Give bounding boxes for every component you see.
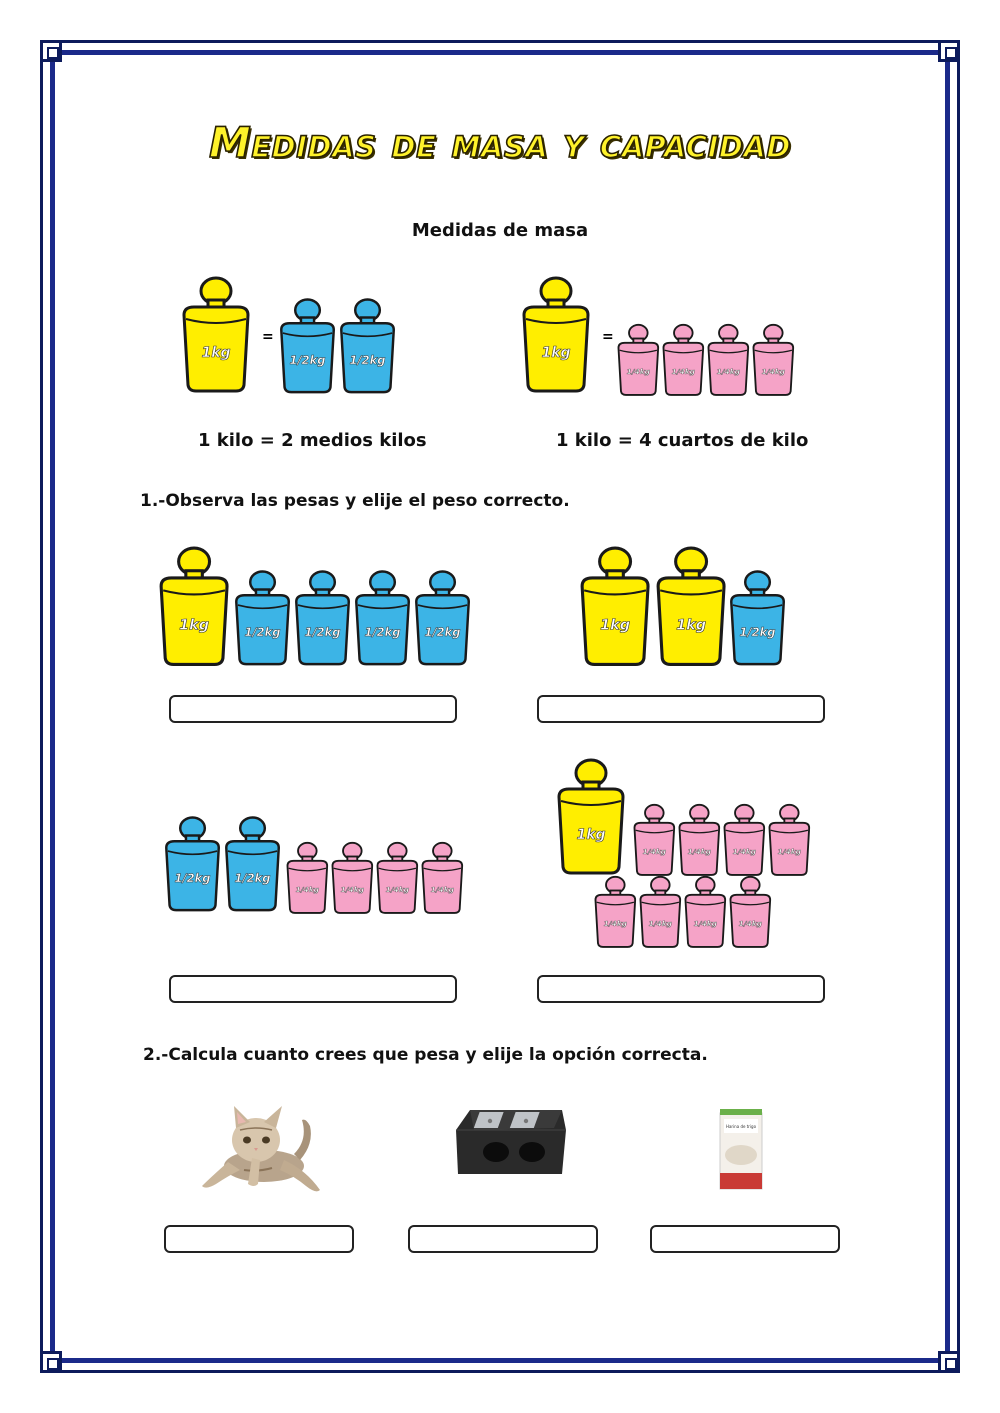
- weight-label: 1/4kg: [738, 918, 762, 928]
- pencil-sharpener-image: [448, 1100, 570, 1182]
- equivalence-quarter-weights: [520, 275, 810, 400]
- weight-label: 1kg: [676, 617, 707, 634]
- exercise1-instruction: 1.-Observa las pesas y elije el peso correcto.: [140, 491, 570, 511]
- exercise1-group-b: [578, 545, 798, 670]
- exercise1-group-a: [157, 545, 477, 670]
- weight-label: 1/4kg: [648, 918, 672, 928]
- weight-half-kg: [166, 817, 218, 910]
- flour-bag-image: [716, 1103, 766, 1191]
- weight-label: 1/4kg: [340, 884, 364, 894]
- equivalence-half-text: 1 kilo = 2 medios kilos: [198, 430, 427, 451]
- flour-bag-label: Harina de trigo: [725, 1124, 757, 1129]
- weight-quarter-kg: [679, 805, 719, 875]
- weight-label: 1/4kg: [693, 918, 717, 928]
- weight-label: 1/2kg: [349, 353, 386, 368]
- weight-half-kg: [296, 571, 348, 664]
- exercise2-answer-flour[interactable]: [650, 1225, 840, 1253]
- equals-sign: =: [602, 329, 614, 345]
- weight-label: 1/4kg: [761, 366, 785, 376]
- weight-label: 1/2kg: [174, 871, 211, 886]
- weight-half-kg: [416, 571, 468, 664]
- weight-quarter-kg: [708, 325, 748, 395]
- weight-quarter-kg: [634, 805, 674, 875]
- weight-quarter-kg: [422, 843, 462, 913]
- exercise1-answer-b[interactable]: [537, 695, 825, 723]
- exercise1-answer-c[interactable]: [169, 975, 457, 1003]
- weight-half-kg: [731, 571, 783, 664]
- weight-label: 1/4kg: [777, 846, 801, 856]
- equivalence-half-weights: [180, 275, 400, 400]
- weight-label: 1kg: [179, 617, 210, 634]
- weight-half-kg: [236, 571, 288, 664]
- weight-label: 1kg: [541, 345, 571, 361]
- weight-quarter-kg: [595, 877, 635, 947]
- equivalence-quarter-text: 1 kilo = 4 cuartos de kilo: [556, 430, 809, 451]
- weight-quarter-kg: [663, 325, 703, 395]
- weight-label: 1kg: [576, 827, 606, 843]
- weight-half-kg: [226, 817, 278, 910]
- exercise1-answer-d[interactable]: [537, 975, 825, 1003]
- weight-label: 1/2kg: [424, 625, 461, 640]
- weight-quarter-kg: [685, 877, 725, 947]
- equals-sign: =: [262, 329, 274, 345]
- frame-corner-bottom-left: [40, 1351, 62, 1373]
- weight-1kg: [161, 548, 227, 664]
- weight-label: 1/4kg: [385, 884, 409, 894]
- weight-label: 1/2kg: [289, 353, 326, 368]
- weight-label: 1/4kg: [603, 918, 627, 928]
- frame-corner-bottom-right: [938, 1351, 960, 1373]
- exercise2-instruction: 2.-Calcula cuanto crees que pesa y elije la opción correcta.: [143, 1045, 708, 1065]
- weight-1kg: [184, 278, 248, 391]
- weight-quarter-kg: [618, 325, 658, 395]
- exercise2-answer-kitten[interactable]: [164, 1225, 354, 1253]
- exercise1-group-c: [163, 815, 473, 920]
- weight-quarter-kg: [332, 843, 372, 913]
- weight-quarter-kg: [730, 877, 770, 947]
- weight-half-kg: [281, 299, 333, 392]
- kitten-image: [198, 1100, 326, 1198]
- weight-quarter-kg: [724, 805, 764, 875]
- weight-quarter-kg: [377, 843, 417, 913]
- weight-label: 1/4kg: [642, 846, 666, 856]
- weight-quarter-kg: [753, 325, 793, 395]
- weight-half-kg: [356, 571, 408, 664]
- weight-label: 1/4kg: [732, 846, 756, 856]
- frame-corner-top-left: [40, 40, 62, 62]
- weight-1kg: [524, 278, 588, 391]
- exercise1-group-d: [555, 757, 825, 952]
- weight-label: 1/2kg: [304, 625, 341, 640]
- weight-quarter-kg: [287, 843, 327, 913]
- page-title: Medidas de masa y capacidad: [209, 118, 791, 167]
- weight-label: 1/4kg: [430, 884, 454, 894]
- exercise2-answer-sharpener[interactable]: [408, 1225, 598, 1253]
- weight-label: 1/2kg: [364, 625, 401, 640]
- weight-label: 1kg: [600, 617, 631, 634]
- weight-1kg: [559, 760, 623, 873]
- weight-quarter-kg: [640, 877, 680, 947]
- weight-label: 1/4kg: [716, 366, 740, 376]
- weight-label: 1/2kg: [234, 871, 271, 886]
- weight-quarter-kg: [769, 805, 809, 875]
- weight-label: 1/4kg: [295, 884, 319, 894]
- weight-label: 1/2kg: [244, 625, 281, 640]
- section-subtitle: Medidas de masa: [411, 220, 589, 241]
- weight-label: 1/4kg: [687, 846, 711, 856]
- weight-1kg: [658, 548, 724, 664]
- exercise1-answer-a[interactable]: [169, 695, 457, 723]
- weight-label: 1/4kg: [626, 366, 650, 376]
- weight-1kg: [582, 548, 648, 664]
- weight-label: 1kg: [201, 345, 231, 361]
- weight-label: 1/4kg: [671, 366, 695, 376]
- frame-corner-top-right: [938, 40, 960, 62]
- weight-label: 1/2kg: [739, 625, 776, 640]
- weight-half-kg: [341, 299, 393, 392]
